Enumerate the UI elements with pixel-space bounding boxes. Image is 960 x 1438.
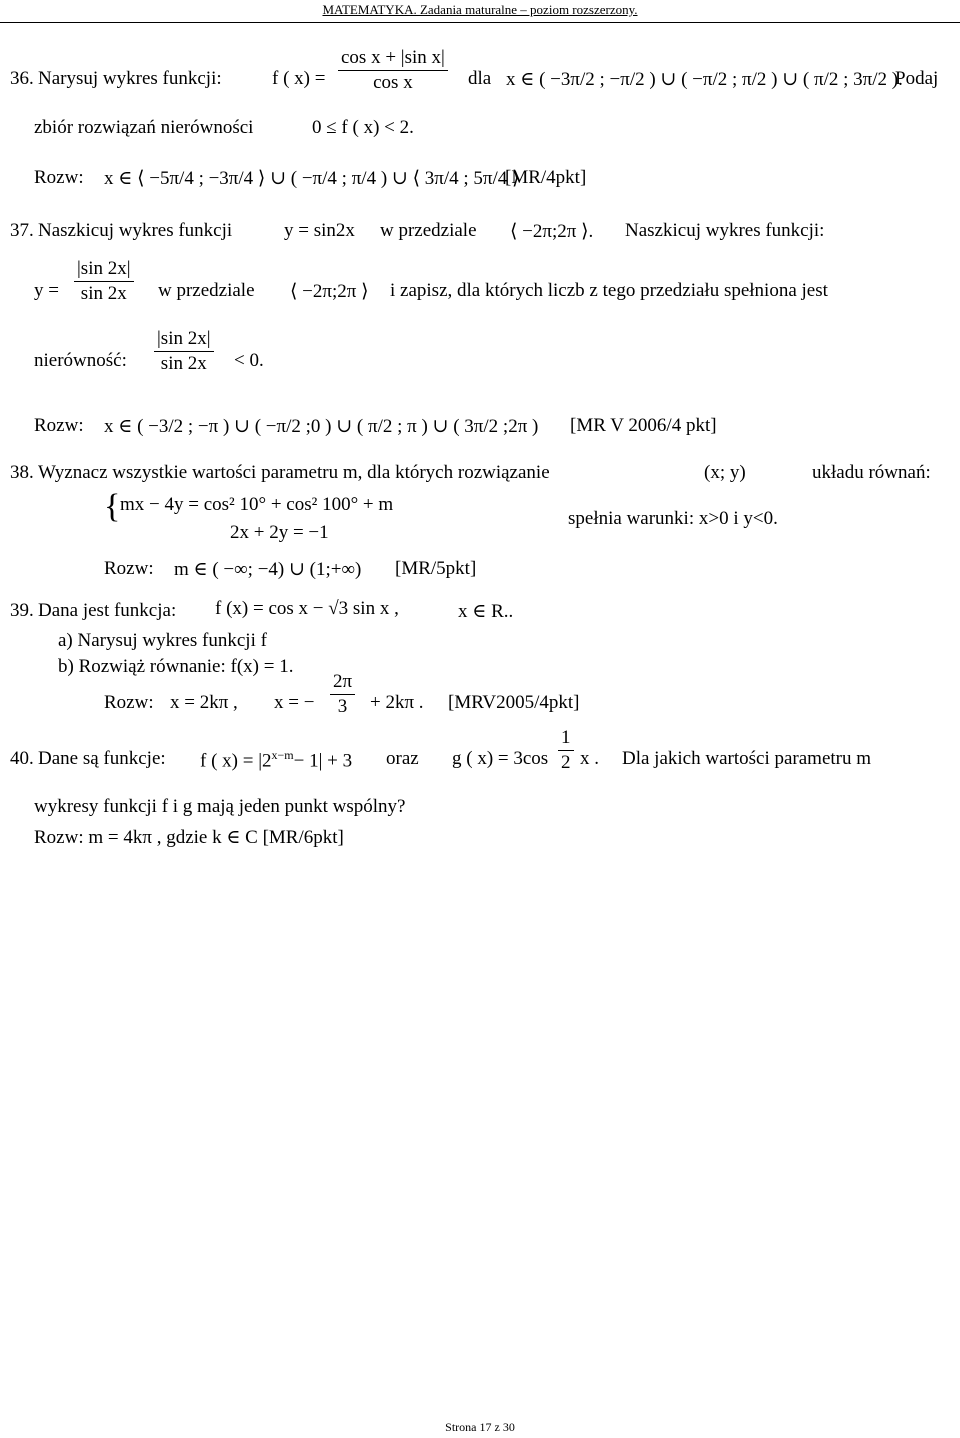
p36-num: 36. (10, 68, 34, 89)
p38-eq2: 2x + 2y = −1 (230, 522, 329, 543)
p39-r1: x = 2kπ , (170, 692, 238, 713)
p36-podaj: Podaj (895, 68, 939, 89)
p39-a: a) Narysuj wykres funkcji f (58, 630, 267, 651)
p36-text: Narysuj wykres funkcji: (38, 68, 222, 89)
p38-rozw: m ∈ ( −∞; −4) ∪ (1;+∞) (174, 559, 362, 580)
p36-fx: f ( x) = (272, 68, 326, 89)
p38-points: [MR/5pkt] (395, 558, 477, 579)
p38-text: Wyznacz wszystkie wartości parametru m, dla których rozwiązanie (38, 462, 550, 483)
p40-f-main: f ( x) = |2 (200, 750, 272, 772)
p37-frac-den: sin 2x (80, 282, 127, 304)
p37-y-eq: y = (34, 280, 59, 301)
p36-line2: zbiór rozwiązań nierówności (34, 117, 254, 138)
p36-domain: x ∈ ( −3π/2 ; −π/2 ) ∪ ( −π/2 ; π/2 ) ∪ ( π/2 ; 3π/2 ). (506, 69, 903, 90)
p40-oraz: oraz (386, 748, 419, 769)
p40-num: 40. (10, 748, 34, 769)
p37-ineq-den: sin 2x (160, 352, 207, 374)
p37-ineq-tail: < 0. (234, 350, 264, 371)
p39-f: f (x) = cos x − √3 sin x , (215, 598, 399, 619)
p39-r2-den: 3 (337, 695, 348, 717)
p37-text4: w przedziale (158, 280, 255, 301)
p40-f-tail: − 1| + 3 (293, 750, 353, 772)
p40-g-den: 2 (561, 751, 571, 773)
p38-num: 38. (10, 462, 34, 483)
page-header: MATEMATYKA. Zadania maturalne – poziom rozszerzony. (322, 2, 638, 17)
p39-r2-fraction (330, 670, 355, 719)
p40-g-num: 1 (558, 726, 574, 751)
p37-text5: i zapisz, dla których liczb z tego przedziału spełniona jest (390, 280, 828, 301)
p37-rozw-label: Rozw: (34, 415, 84, 436)
p37-interval: ⟨ −2π;2π ⟩. (510, 221, 594, 242)
p37-ineq-fraction (154, 327, 214, 376)
p36-dla: dla (468, 68, 492, 89)
p40-g-fraction (558, 726, 574, 775)
p39-text: Dana jest funkcja: (38, 600, 177, 621)
p38-eq1: mx − 4y = cos² 10° + cos² 100° + m (120, 494, 394, 515)
p37-num: 37. (10, 220, 34, 241)
p40-line2: wykresy funkcji f i g mają jeden punkt wspólny? (34, 796, 406, 817)
p37-points: [MR V 2006/4 pkt] (570, 415, 717, 436)
p37-ineq-num: |sin 2x| (154, 327, 214, 352)
p40-text2: Dla jakich wartości parametru m (622, 748, 872, 769)
p37-text3: Naszkicuj wykres funkcji: (625, 220, 825, 241)
p38-rozw-label: Rozw: (104, 558, 154, 579)
p40-g-tail: x . (580, 748, 599, 769)
page-footer: Strona 17 z 30 (445, 1420, 515, 1434)
p38-text2: układu równań: (812, 462, 931, 483)
p38-cond: spełnia warunki: x>0 i y<0. (568, 508, 778, 529)
p40-g: g ( x) = 3cos (452, 748, 549, 769)
p37-fraction (74, 257, 134, 306)
p40-rozw: Rozw: m = 4kπ , gdzie k ∈ C [MR/6pkt] (34, 827, 344, 848)
p40-f (200, 748, 352, 772)
header-rule (0, 22, 960, 23)
p38-pair: (x; y) (704, 462, 746, 483)
p37-frac-num: |sin 2x| (74, 257, 134, 282)
p36-rozw: x ∈ ⟨ −5π/4 ; −3π/4 ⟩ ∪ ( −π/4 ; π/4 ) ∪ ⟨ 3π/4 ; 5π/4 ⟩ (104, 168, 520, 189)
p39-points: [MRV2005/4pkt] (448, 692, 580, 713)
p40-text: Dane są funkcje: (38, 748, 166, 769)
p37-text1: Naszkicuj wykres funkcji (38, 220, 233, 241)
p38-brace: { (104, 488, 121, 525)
p37-text2: w przedziale (380, 220, 477, 241)
p39-num: 39. (10, 600, 34, 621)
p36-frac-num: cos x + |sin x| (338, 46, 448, 71)
p40-f-exp: x−m (271, 748, 294, 762)
p36-points: [MR/4pkt] (505, 167, 587, 188)
p36-fraction (338, 46, 448, 95)
p37-rozw: x ∈ ( −3/2 ; −π ) ∪ ( −π/2 ;0 ) ∪ ( π/2 ; π ) ∪ ( 3π/2 ;2π ) (104, 416, 539, 437)
p37-nier: nierówność: (34, 350, 127, 371)
p39-rozw-label: Rozw: (104, 692, 154, 713)
p36-rozw-label: Rozw: (34, 167, 84, 188)
p39-r2-num: 2π (330, 670, 355, 695)
p37-interval2: ⟨ −2π;2π ⟩ (290, 281, 369, 302)
p39-r2b: + 2kπ . (370, 692, 424, 713)
p39-r2a: x = − (274, 692, 315, 713)
p36-frac-den: cos x (373, 71, 413, 93)
p36-ineq: 0 ≤ f ( x) < 2. (312, 117, 414, 138)
p39-dom: x ∈ R.. (458, 601, 514, 622)
p39-b: b) Rozwiąż równanie: f(x) = 1. (58, 656, 294, 677)
p37-f1: y = sin2x (284, 220, 355, 241)
